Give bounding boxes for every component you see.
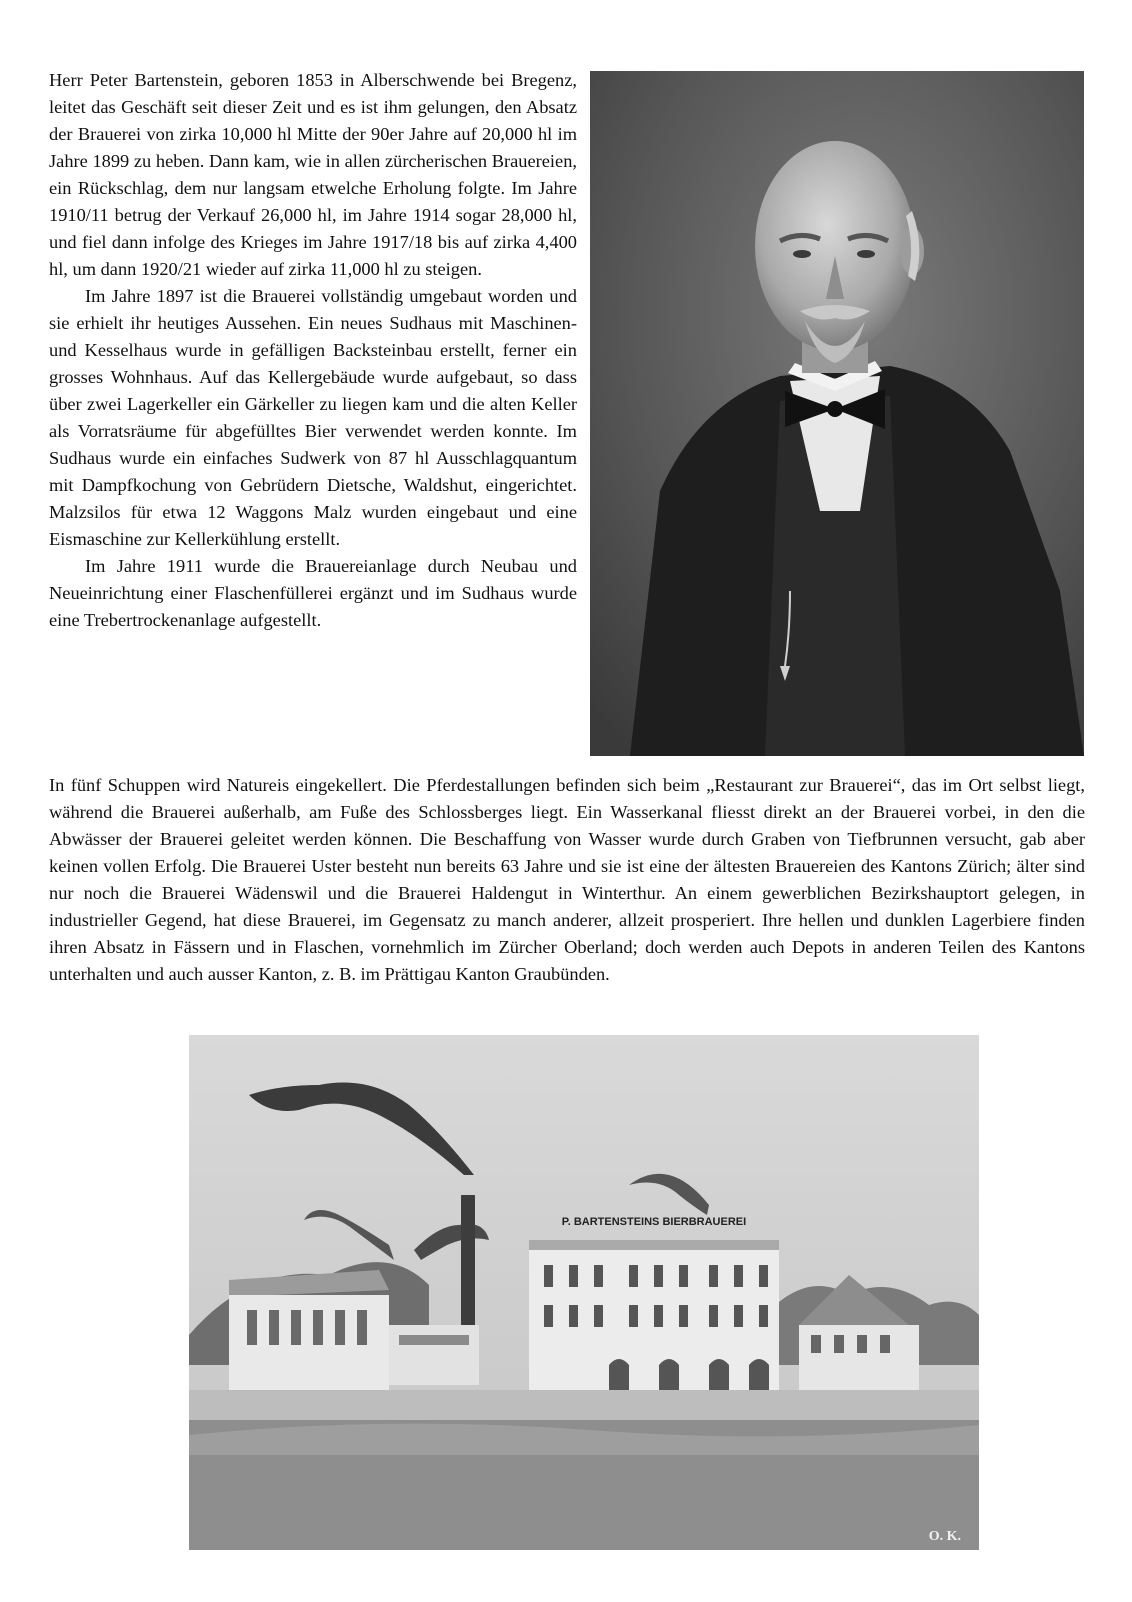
paragraph-bartenstein-sales: Herr Peter Bartenstein, geboren 1853 in Alberschwende bei Bregenz, leitet das Geschäft seit dieser Zeit und es ist ihm gelungen, den Absatz der Brauerei von zirka 10,000 hl Mitte der 90er Jahre auf 20,000 hl im Jahre 1899 zu heben. Dann kam, wie in allen zürcherischen Brauereien, ein Rückschlag, dem nur langsam etwelche Erholung folgte. Im Jahre 1910/11 betrug der Verkauf 26,000 hl, im Jahre 1914 sogar 28,000 hl, und fiel dann infolge des Krieges im Jahre 1917/18 bis auf zirka 4,400 hl, um dann 1920/21 wieder auf zirka 11,000 hl zu steigen. — [49, 70, 577, 279]
paragraph-rebuild-1897: Im Jahre 1897 ist die Brauerei vollständig umgebaut worden und sie erhielt ihr heutiges Aussehen. Ein neues Sudhaus mit Maschinen- und Kesselhaus wurde in gefälligen Backsteinbau erstellt, ferner ein grosses Wohnhaus. Auf das Kellergebäude wurde aufgebaut, so dass über zwei Lagerkeller ein Gärkeller zu liegen kam und die alten Keller als Vorratsräume für abgefülltes Bier verwendet werden konnte. Im Sudhaus wurde ein einfaches Sudwerk von 87 hl Ausschlagquantum mit Dampfkochung von Gebrüdern Dietsche, Waldshut, eingerichtet. Malzsilos für etwa 12 Waggons Malz wurden eingebaut und eine Eismaschine zur Kellerkühlung erstellt. — [49, 286, 577, 549]
full-width-text — [49, 772, 1085, 988]
artist-signature: O. K. — [928, 1529, 961, 1544]
paragraph-brewery-overview: In fünf Schuppen wird Natureis eingekellert. Die Pferdestallungen befinden sich beim „Restaurant zur Brauerei“, das im Ort selbst liegt, während die Brauerei außerhalb, am Fuße des Schlossberges liegt. Ein Wasserkanal fliesst direkt an der Brauerei vorbei, in den die Abwässer der Brauerei geleitet werden können. Die Beschaffung von Wasser wurde durch Graben von Tiefbrunnen versucht, gab aber keinen vollen Erfolg. Die Brauerei Uster besteht nun bereits 63 Jahre und sie ist eine der ältesten Brauereien des Kantons Zürich; älter sind nur noch die Brauerei Wädenswil und die Brauerei Haldengut in Winterthur. An einem gewerblichen Bezirkshauptort gelegen, in industrieller Gegend, hat diese Brauerei, im Gegensatz zu manch anderer, allzeit prosperiert. Ihre hellen und dunklen Lagerbiere finden ihren Absatz in Fässern und in Flaschen, vornehmlich im Zürcher Oberland; doch werden auch Depots in anderen Teilen des Kantons unterhalten und auch ausser Kanton, z. B. im Prättigau Kanton Graubünden. — [49, 775, 1085, 984]
portrait-photo-peter-bartenstein — [590, 71, 1084, 756]
brewery-sign: P. BARTENSTEINS BIERBRAUEREI — [561, 1216, 747, 1228]
brewery-illustration — [189, 1035, 979, 1550]
paragraph-1911-extension: Im Jahre 1911 wurde die Brauereianlage durch Neubau und Neueinrichtung einer Flaschenfüllerei ergänzt und im Sudhaus wurde eine Trebertrockenanlage aufgestellt. — [49, 556, 577, 630]
column-text — [49, 67, 577, 634]
